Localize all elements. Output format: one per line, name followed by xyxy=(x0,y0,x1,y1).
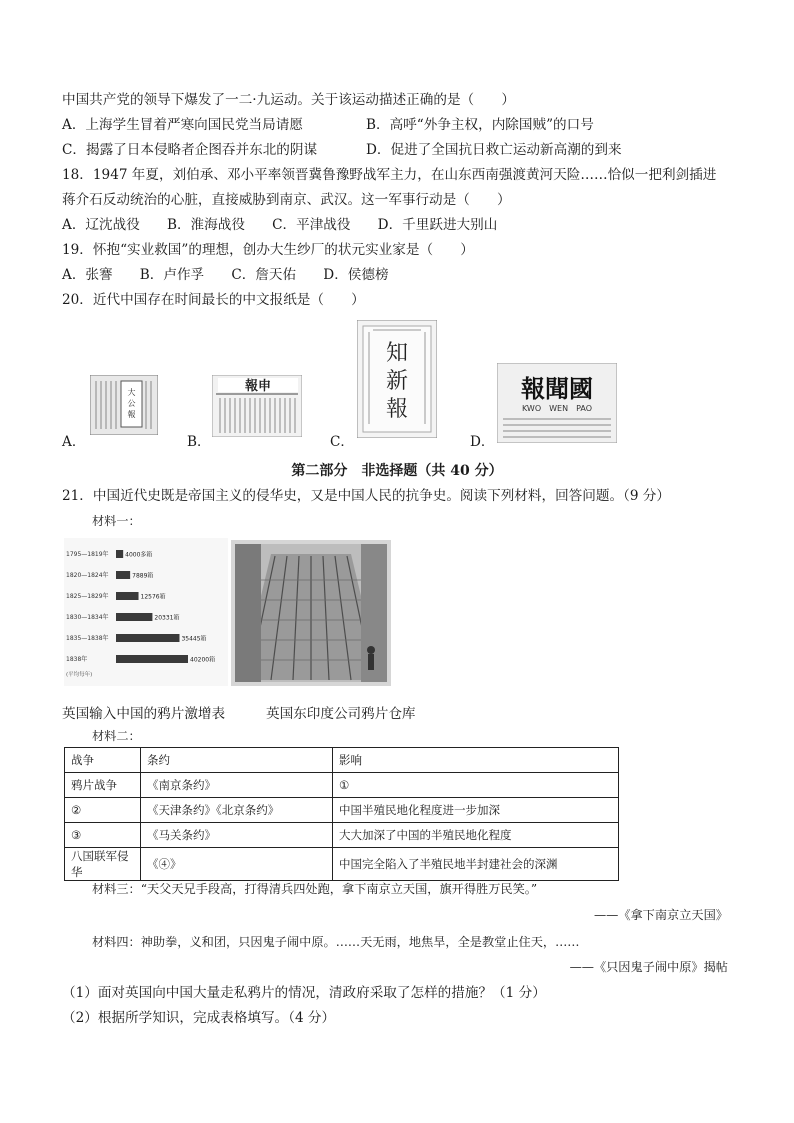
table-header-row xyxy=(65,748,619,773)
treaty-table xyxy=(64,747,619,881)
newspaper-a-char-1: 大 xyxy=(127,388,136,397)
newspaper-d-masthead: 報聞國 xyxy=(521,374,593,403)
table-cell: 《天津条约》《北京条约》 xyxy=(141,798,333,823)
photo-caption: 英国东印度公司鸦片仓库 xyxy=(266,706,416,722)
chart-bar xyxy=(116,613,152,621)
table-row xyxy=(65,798,619,823)
newspaper-d-subtitle: KWO WEN PAO xyxy=(521,404,593,413)
chart-bar xyxy=(116,592,139,600)
q20-option-c: C． xyxy=(330,434,354,450)
table-cell: ③ xyxy=(65,823,141,848)
newspaper-c-image xyxy=(357,320,437,438)
q18-options: A．辽沈战役 B．淮海战役 C．平津战役 D．千里跃进大别山 xyxy=(62,217,498,233)
newspaper-c-char-2: 新 xyxy=(385,369,409,394)
material-4-source: ——《只因鬼子闹中原》揭帖 xyxy=(569,960,728,974)
q19-stem: 19．怀抱“实业救国”的理想，创办大生纱厂的状元实业家是（ ） xyxy=(62,242,474,258)
q17-option-d: D．促进了全国抗日救亡运动新高潮的到来 xyxy=(366,142,622,158)
table-cell: 《南京条约》 xyxy=(141,773,333,798)
table-cell: 中国完全陷入了半殖民地半封建社会的深渊 xyxy=(333,848,619,881)
chart-value-label: 40200箱 xyxy=(190,656,216,664)
chart-category-label: 1795—1819年 xyxy=(66,551,109,558)
chart-note: (平均每年) xyxy=(66,672,93,678)
table-cell: 《④》 xyxy=(141,848,333,881)
material-4: 材料四：神助拳，义和团，只因鬼子闹中原。……天无雨，地焦旱，全是教堂止住天，…… xyxy=(92,935,580,949)
newspaper-b-masthead: 報申 xyxy=(244,379,272,394)
chart-category-label: 1838年 xyxy=(66,656,88,663)
q17-option-c: C．揭露了日本侵略者企图吞并东北的阴谋 xyxy=(62,142,318,158)
newspaper-d-image xyxy=(497,363,617,443)
newspaper-c-char-3: 報 xyxy=(385,397,409,422)
table-cell: ② xyxy=(65,798,141,823)
chart-value-label: 20331箱 xyxy=(154,614,180,622)
chart-bar xyxy=(116,634,179,642)
warehouse-photo xyxy=(231,540,391,686)
q19-options: A．张謇 B．卢作孚 C．詹天佑 D．侯德榜 xyxy=(62,267,389,283)
q17-stem: 中国共产党的领导下爆发了一二·九运动。关于该运动描述正确的是（ ） xyxy=(62,92,515,108)
table-cell: 大大加深了中国的半殖民地化程度 xyxy=(333,823,619,848)
opium-chart xyxy=(64,538,228,686)
material-3: 材料三：“天父天兄手段高，打得清兵四处跑，拿下南京立天国，旗开得胜万民笑。” xyxy=(92,882,538,896)
table-cell: 八国联军侵华 xyxy=(65,848,141,881)
q20-stem: 20．近代中国存在时间最长的中文报纸是（ ） xyxy=(62,292,365,308)
material-1-label: 材料一： xyxy=(92,514,141,528)
chart-value-label: 12576箱 xyxy=(140,593,166,601)
q20-option-d: D． xyxy=(470,434,495,450)
chart-category-label: 1830—1834年 xyxy=(66,614,109,621)
newspaper-a-char-3: 報 xyxy=(127,410,136,419)
part2-title: 第二部分 非选择题（共 40 分） xyxy=(291,463,503,479)
chart-value-label: 35445箱 xyxy=(181,635,207,643)
q20-option-b: B． xyxy=(187,434,211,450)
chart-value-label: 7889箱 xyxy=(132,572,154,580)
q18-stem-line1: 18．1947 年夏，刘伯承、邓小平率领晋冀鲁豫野战军主力，在山东西南强渡黄河天险……恰似一把利剑插进 xyxy=(62,167,717,183)
q17-option-b: B．高呼“外争主权，内除国贼”的口号 xyxy=(366,117,594,133)
chart-caption: 英国输入中国的鸦片激增表 xyxy=(62,706,226,722)
q20-option-a: A． xyxy=(62,434,86,450)
chart-category-label: 1825—1829年 xyxy=(66,593,109,600)
chart-category-label: 1835—1838年 xyxy=(66,635,109,642)
table-row xyxy=(65,848,619,881)
chart-value-label: 4000多箱 xyxy=(125,551,153,559)
q21-sub1: （1）面对英国向中国大量走私鸦片的情况，清政府采取了怎样的措施？（1 分） xyxy=(62,985,546,1001)
table-cell: ① xyxy=(333,773,619,798)
newspaper-c-char-1: 知 xyxy=(385,341,409,366)
table-cell: 中国半殖民地化程度进一步加深 xyxy=(333,798,619,823)
material-3-source: ——《拿下南京立天国》 xyxy=(593,908,728,922)
newspaper-a-char-2: 公 xyxy=(127,399,136,408)
table-cell: 鸦片战争 xyxy=(65,773,141,798)
table-row xyxy=(65,773,619,798)
chart-bar xyxy=(116,655,188,663)
q17-option-a: A．上海学生冒着严寒向国民党当局请愿 xyxy=(62,117,303,133)
table-cell: 《马关条约》 xyxy=(141,823,333,848)
q21-sub2: （2）根据所学知识，完成表格填写。（4 分） xyxy=(62,1010,336,1026)
newspaper-b-image xyxy=(212,375,302,437)
material-2-label: 材料二： xyxy=(92,729,141,743)
table-header-cell: 战争 xyxy=(65,748,141,773)
newspaper-a-image xyxy=(90,375,158,435)
q18-stem-line2: 蒋介石反动统治的心脏，直接威胁到南京、武汉。这一军事行动是（ ） xyxy=(62,192,511,208)
table-header-cell: 影响 xyxy=(333,748,619,773)
q21-stem: 21．中国近代史既是帝国主义的侵华史，又是中国人民的抗争史。阅读下列材料，回答问题。（9 分） xyxy=(62,488,670,504)
chart-bar xyxy=(116,571,130,579)
table-header-cell: 条约 xyxy=(141,748,333,773)
opium-chart-svg xyxy=(64,538,228,686)
chart-category-label: 1820—1824年 xyxy=(66,572,109,579)
chart-bar xyxy=(116,550,123,558)
table-row xyxy=(65,823,619,848)
